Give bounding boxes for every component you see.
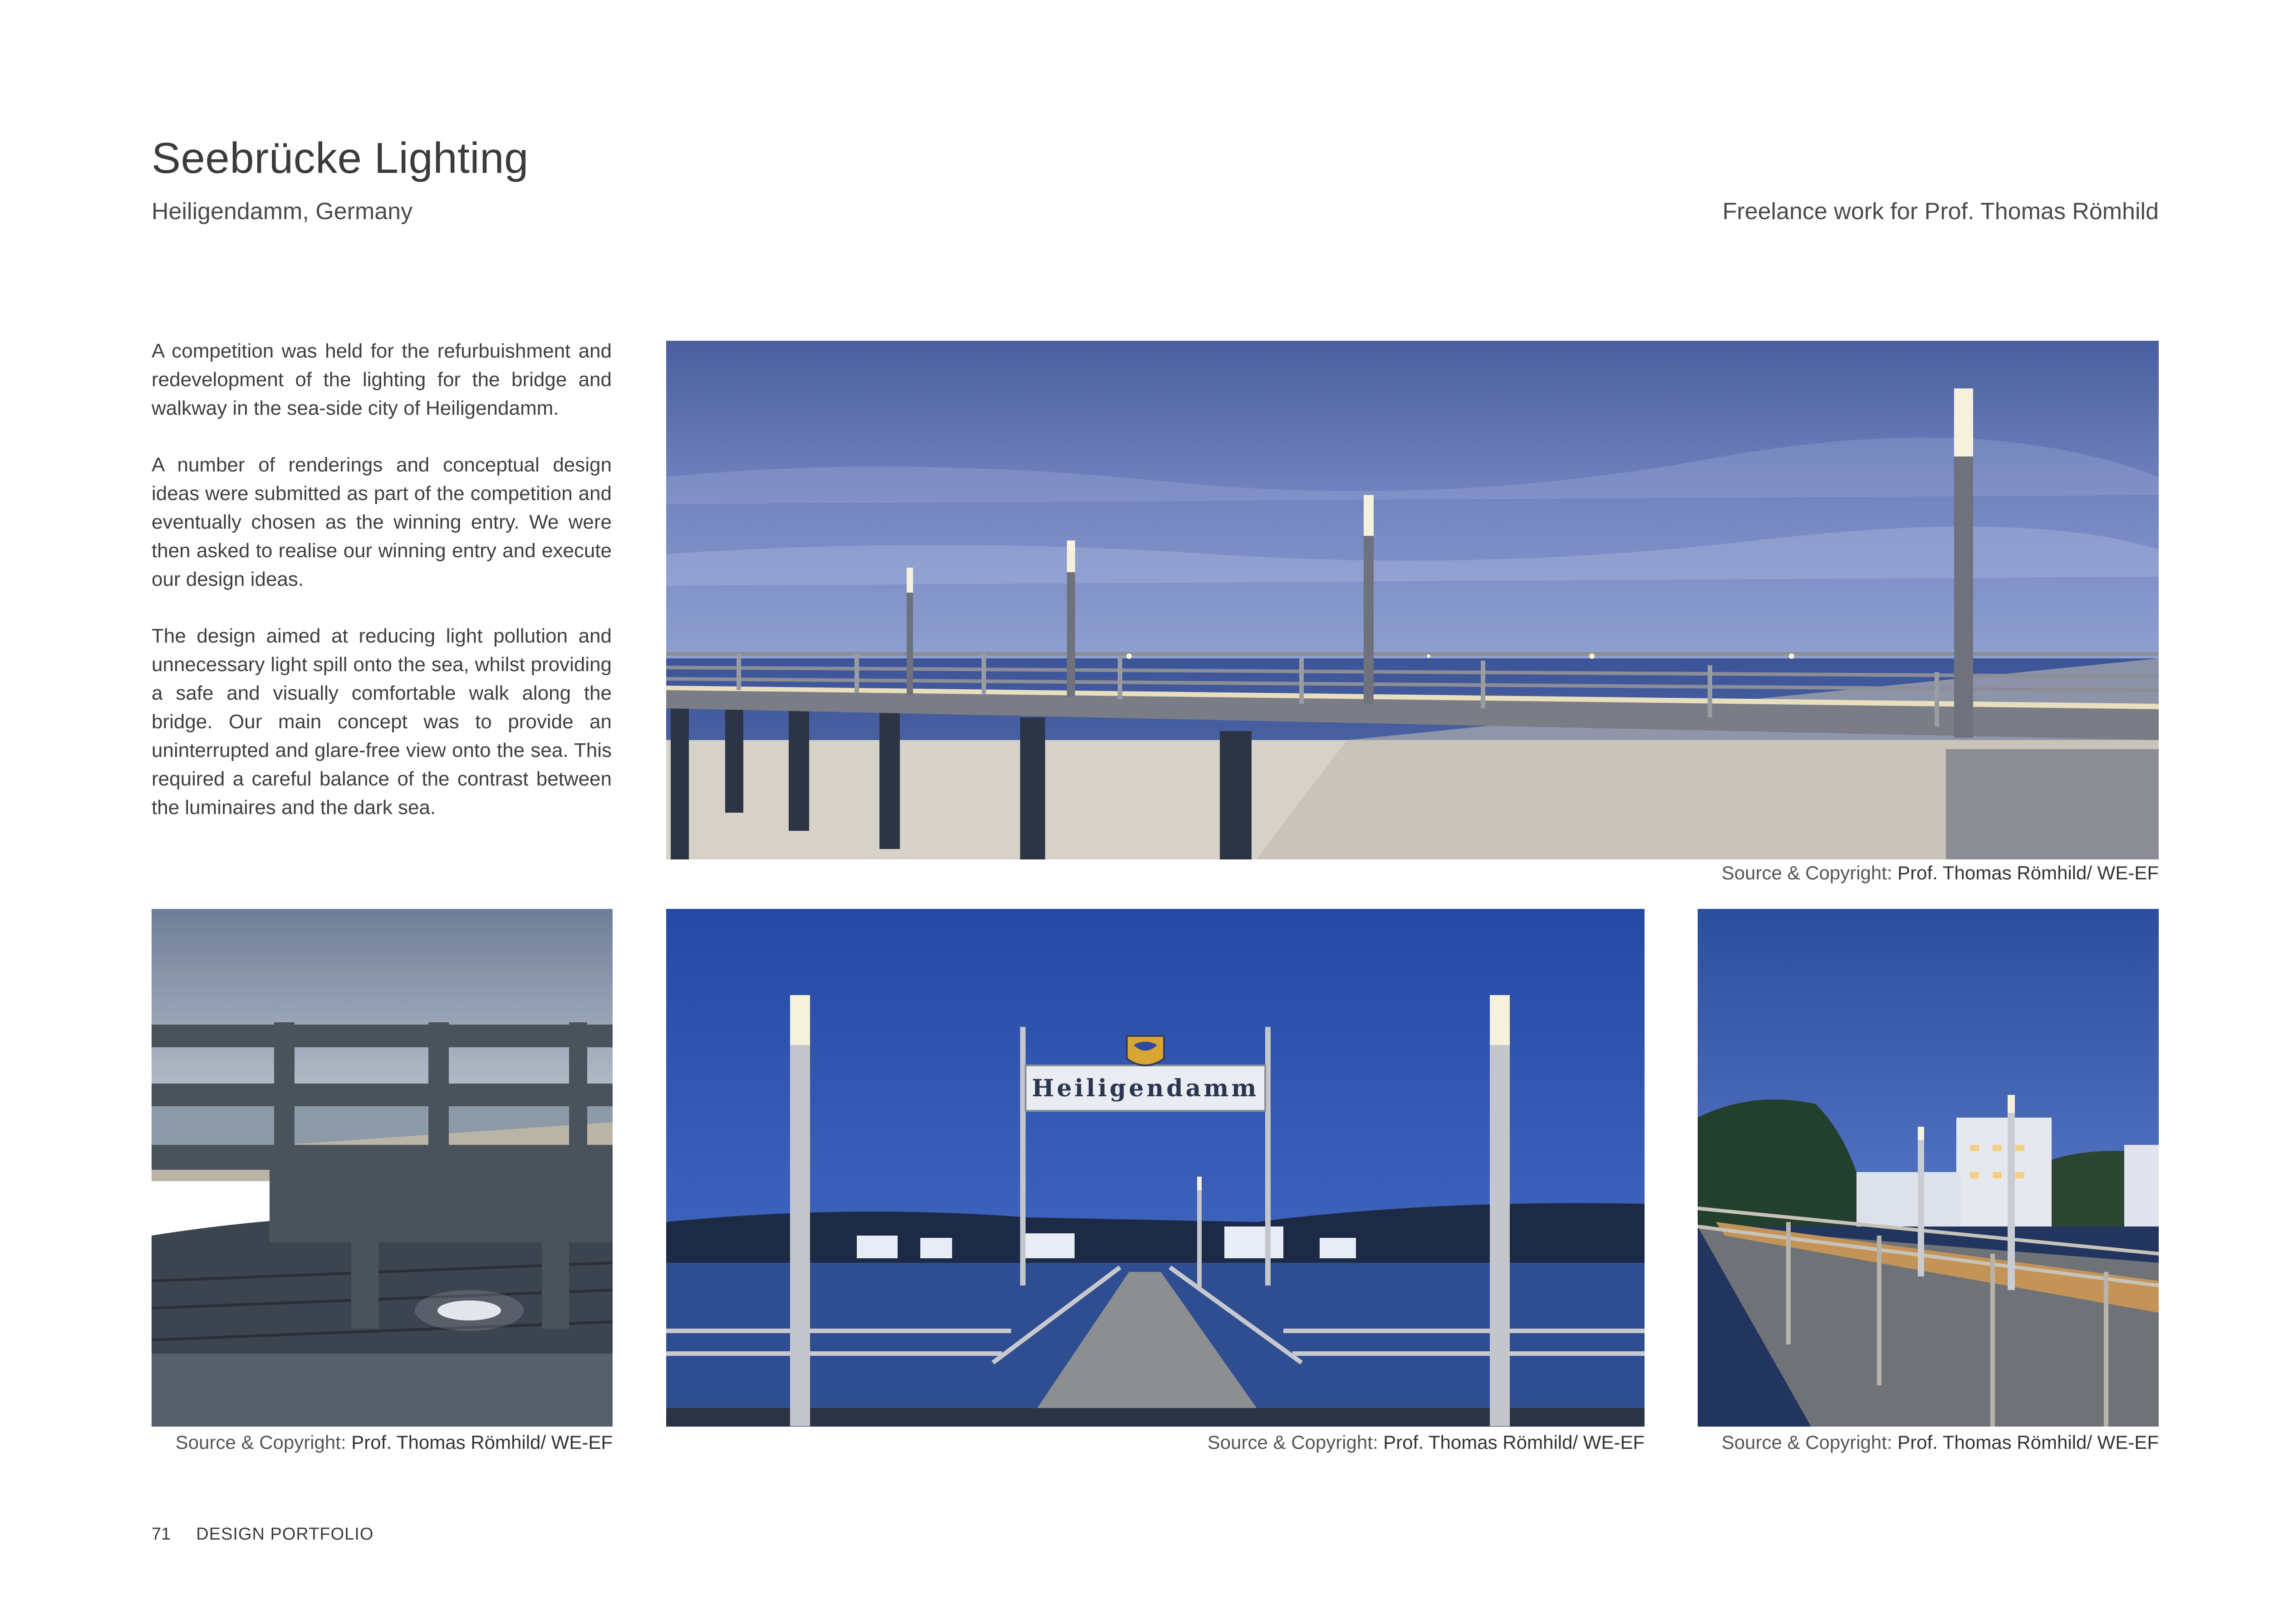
project-location: Heiligendamm, Germany [152,198,413,225]
deck-bench-photo [152,909,613,1427]
promenade-photo-caption: Source & Copyright: Prof. Thomas Römhild/ WE-EF [1721,1432,2159,1453]
page-footer [152,1525,373,1544]
entrance-photo-caption: Source & Copyright: Prof. Thomas Römhild/ WE-EF [1207,1432,1645,1453]
portfolio-label: DESIGN PORTFOLIO [196,1525,374,1544]
description-paragraph-2: A number of renderings and conceptual design ideas were submitted as part of the competition and eventually chosen as the winning entry. We were then asked to realise our winning entry and execute our design ideas. [152,454,612,590]
pier-entrance-photo [666,909,1645,1427]
pier-photo-caption: Source & Copyright: Prof. Thomas Römhild/ WE-EF [1721,862,2159,883]
project-credit: Freelance work for Prof. Thomas Römhild [1722,198,2159,225]
page-number: 71 [152,1525,171,1544]
description-paragraph-1: A competition was held for the refurbuishment and redevelopment of the lighting for the bridge and walkway in the sea-side city of Heiligendamm. [152,340,612,419]
page-title: Seebrücke Lighting [152,134,529,182]
promenade-night-photo [1698,909,2159,1427]
heiligendamm-sign-text: Heiligendamm [1031,1074,1259,1102]
pier-dusk-photo [666,341,2159,859]
description-paragraph-3: The design aimed at reducing light pollution and unnecessary light spill onto the sea, whilst providing a safe and visually comfortable walk along the bridge. Our main concept was to provide an uninterrupted and glare-free view onto the sea. This required a careful balance of the contrast between the luminaires and the dark sea. [152,625,612,819]
deck-photo-caption: Source & Copyright: Prof. Thomas Römhild/ WE-EF [175,1432,613,1453]
